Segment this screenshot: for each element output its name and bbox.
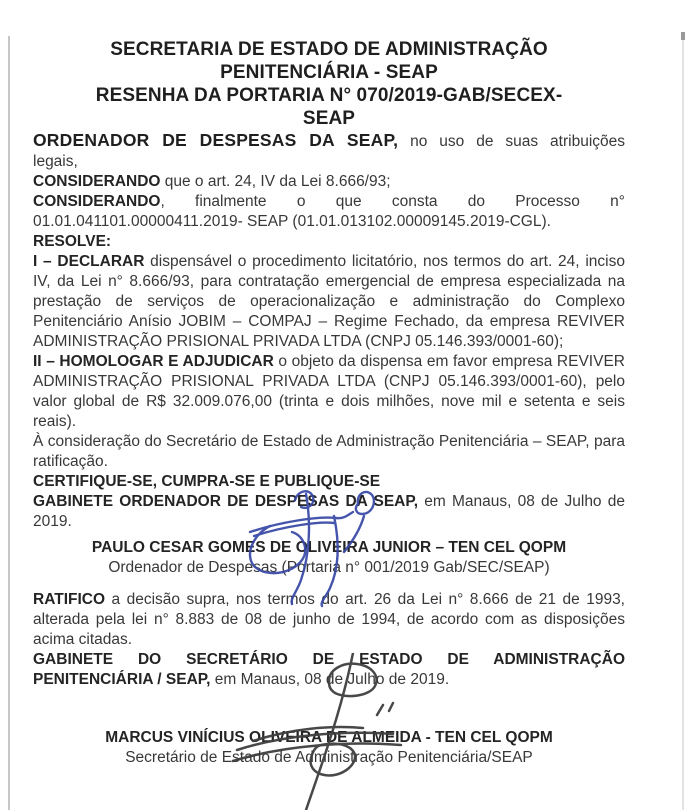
considering-1-label: CONSIDERANDO — [33, 173, 161, 190]
signatory-role: Ordenador de Despesas (Portaria n° 001/2019 Gab/SEC/SEAP) — [108, 559, 550, 576]
resolution-item-1 — [33, 252, 625, 352]
signatory-block-secretario — [33, 728, 625, 768]
signatory-role: Secretário de Estado de Administração Penitenciária/SEAP — [125, 749, 533, 766]
ratify-label: RATIFICO — [33, 591, 106, 608]
consideration-paragraph: À consideração do Secretário de Estado de Administração Penitenciária – SEAP, para ratificação. — [33, 433, 625, 470]
ratify-text: a decisão supra, nos termos do art. 26 da Lei n° 8.666 de 21 de 1993, alterada pela lei n° 8.883 de 08 de junho de 1994, de acordo com as disposições acima citadas. — [33, 591, 625, 648]
item-1-label: I – DECLARAR — [33, 253, 145, 270]
resolve-label — [33, 232, 625, 252]
cabinet-secretario-label: GABINETE DO SECRETÁRIO DE ESTADO DE ADMINISTRAÇÃO PENITENCIÁRIA / SEAP, — [33, 651, 625, 688]
certify-line — [33, 472, 625, 492]
considering-2-label: CONSIDERANDO — [33, 193, 161, 210]
item-2-text: o objeto da dispensa em favor empresa REVIVER ADMINISTRAÇÃO PRISIONAL PRIVADA LTDA (CNPJ 05.146.393/0001-60), pelo valor global de R$ 32.009.076,00 (trinta e dois milhões, nove mil e setenta e seis reais). — [33, 353, 625, 430]
title-line-2: PENITENCIÁRIA - SEAP — [220, 62, 438, 83]
certify-text: CERTIFIQUE-SE, CUMPRA-SE E PUBLIQUE-SE — [33, 473, 381, 490]
cabinet-ordenador-date: em Manaus, 08 de Julho de 2019. — [33, 493, 625, 530]
cabinet-ordenador-label: GABINETE ORDENADOR DE DESPESAS DA SEAP, — [33, 493, 419, 510]
considering-1 — [33, 172, 625, 192]
opening-text: no uso de suas atribuições legais, — [33, 133, 626, 170]
opening-lead: ORDENADOR DE DESPESAS DA SEAP, — [33, 130, 399, 150]
title-line-3: RESENHA DA PORTARIA N° 070/2019-GAB/SECEX- — [95, 85, 563, 106]
signatory-name: PAULO CESAR GOMES DE OLIVEIRA JUNIOR – TEN CEL QOPM — [91, 539, 567, 556]
item-2-label: II – HOMOLOGAR E ADJUDICAR — [33, 353, 274, 370]
considering-2 — [33, 192, 625, 232]
document-title — [33, 38, 625, 130]
cabinet-secretario-line — [33, 650, 625, 690]
title-line-1: SECRETARIA DE ESTADO DE ADMINISTRAÇÃO — [110, 39, 548, 60]
opening-paragraph — [33, 130, 625, 172]
considering-1-text: que o art. 24, IV da Lei 8.666/93; — [160, 173, 391, 190]
cabinet-ordenador-line — [33, 492, 625, 532]
signatory-block-ordenador — [33, 538, 625, 578]
title-line-4: SEAP — [302, 108, 356, 129]
item-1-text: dispensável o procedimento licitatório, nos termos do art. 24, inciso IV, da Lei n° 8.666/93, para contratação emergencial de empresa especializada na prestação de serviços de operacionalização e administração do Complexo Penitenciário Anísio JOBIM – COMPAJ – Regime Fechado, da empresa REVIVER ADMINISTRAÇÃO PRISIONAL PRIVADA LTDA (CNPJ 05.146.393/0001-60); — [33, 253, 625, 350]
cabinet-secretario-date: em Manaus, 08 de Julho de 2019. — [210, 671, 450, 688]
considering-2-text: , finalmente o que consta do Processo n° 01.01.041101.00000411.2019- SEAP (01.01.013102.00009145.2019-CGL). — [33, 193, 625, 230]
document-body — [33, 30, 625, 768]
page-scan-border-left — [8, 36, 10, 810]
resolve-word: RESOLVE: — [33, 233, 112, 250]
ratify-paragraph — [33, 590, 625, 650]
page-scan-border-right — [682, 36, 684, 810]
resolution-item-2 — [33, 352, 625, 432]
signatory-name: MARCUS VINÍCIUS OLIVEIRA DE ALMEIDA - TEN CEL QOPM — [105, 729, 553, 746]
